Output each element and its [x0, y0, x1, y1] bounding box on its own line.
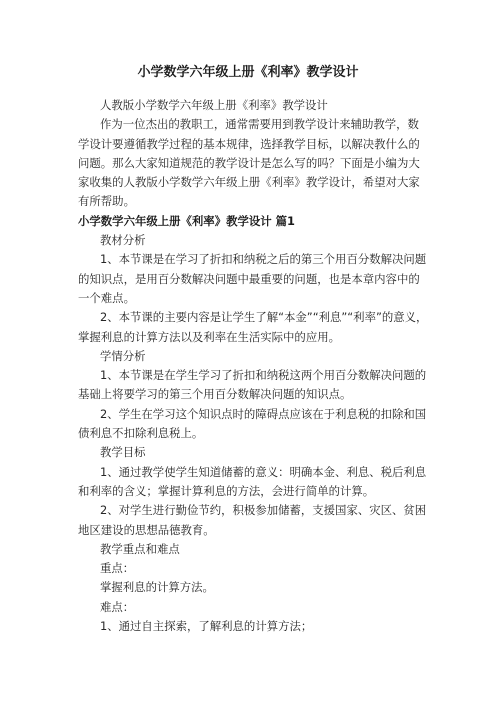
- document-body: [78, 96, 428, 636]
- key-point-label: 重点：: [100, 561, 135, 576]
- student-analysis-point-1: 1、本节课是在学生学习了折扣和纳税这两个用百分数解决问题的基础上将要学习的第三个用百分数解决问题的知识点。: [78, 368, 427, 402]
- subheading-teaching-goals: 教学目标: [100, 445, 146, 460]
- difficulty-label: 难点：: [100, 599, 135, 614]
- key-point-text: 掌握利息的计算方法。: [100, 580, 214, 595]
- subheading-material-analysis: 教材分析: [100, 233, 146, 248]
- student-analysis-point-2: 2、学生在学习这个知识点时的障碍点应该在于利息税的扣除和国债利息不扣除利息税上。: [78, 406, 427, 441]
- teaching-goal-2: 2、对学生进行勤俭节约，积极参加储蓄，支援国家、灾区、贫困地区建设的思想品德教育。: [78, 503, 427, 537]
- material-analysis-point-1: 1、本节课是在学习了折扣和纳税之后的第三个用百分数解决问题的知识点，是用百分数解决问题中最重要的问题，也是本章内容中的一个难点。: [78, 252, 427, 305]
- subheading-key-points: 教学重点和难点: [100, 541, 180, 556]
- section-heading: 小学数学六年级上册《利率》教学设计 篇1: [78, 213, 295, 228]
- intro-paragraph: 作为一位杰出的教职工，通常需要用到教学设计来辅助教学，数学设计要遵循教学过程的基本规律，选择教学目标，以解决教什么的问题。那么大家知道规范的教学设计是怎么写的吗？下面是小编为大家收集的人教版小学数学六年级上册《利率》教学设计，希望对大家有所帮助。: [78, 117, 420, 209]
- teaching-goal-1: 1、通过教学使学生知道储蓄的意义：明确本金、利息、税后利息和利率的含义；掌握计算利息的方法，会进行简单的计算。: [78, 464, 427, 498]
- subheading-student-analysis: 学情分析: [100, 348, 146, 363]
- subtitle-paragraph: 人教版小学数学六年级上册《利率》教学设计: [100, 98, 328, 112]
- material-analysis-point-2: 2、本节课的主要内容是让学生了解“本金”“利息”“利率”的意义，掌握利息的计算方法以及利率在生活实际中的应用。: [78, 310, 428, 344]
- document-title: 小学数学六年级上册《利率》教学设计: [137, 65, 359, 80]
- difficulty-point-1: 1、通过自主探索，了解利息的计算方法；: [100, 619, 313, 634]
